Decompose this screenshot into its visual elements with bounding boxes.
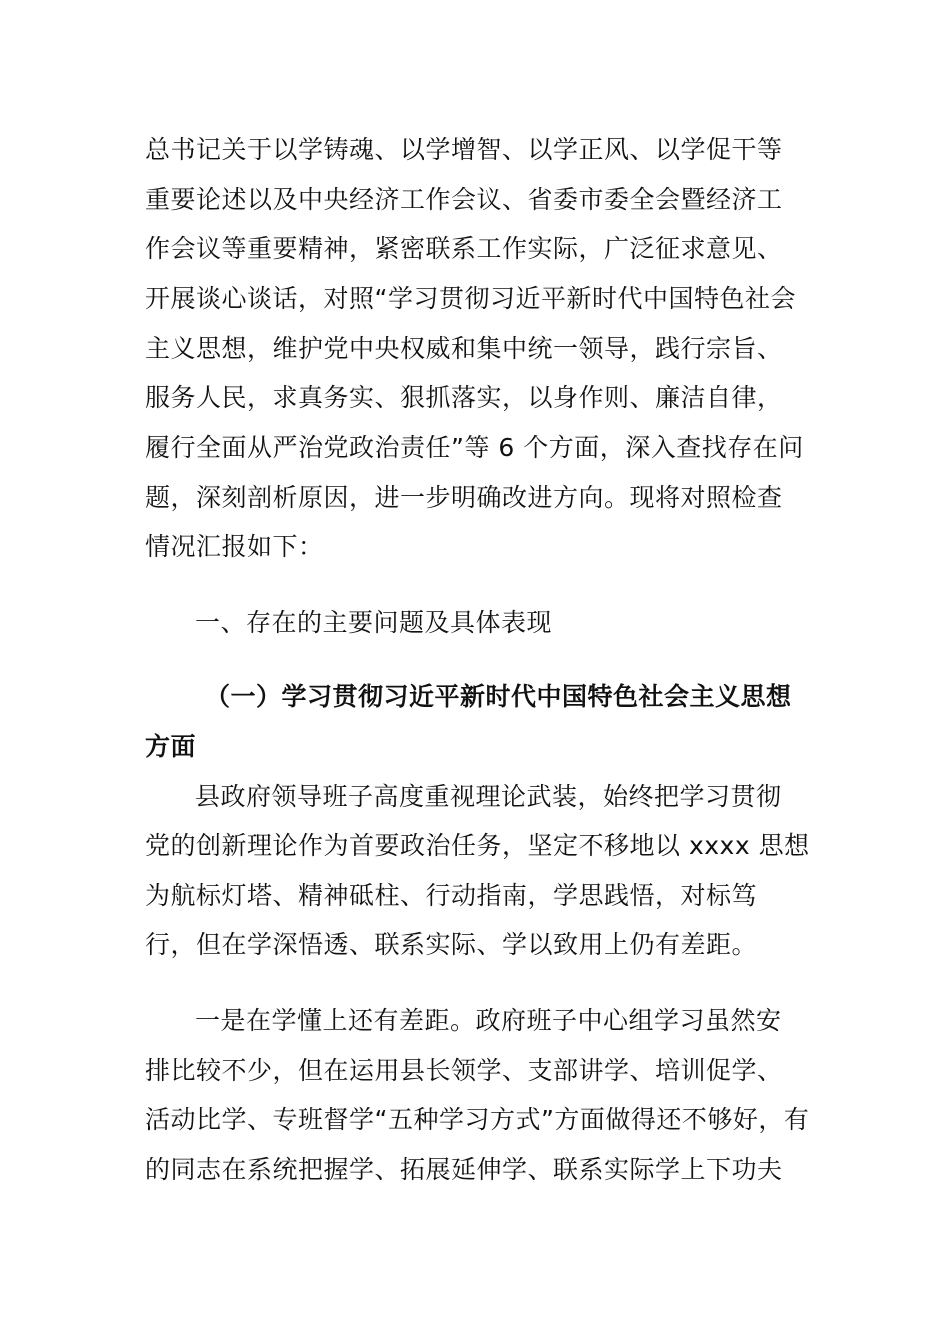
paragraph-3-line-1: 一是在学懂上还有差距。政府班子中心组学习虽然安 (195, 1006, 782, 1035)
paragraph-1-line-9: 情况汇报如下： (145, 532, 324, 561)
paragraph-3-line-2: 排比较不少，但在运用县长领学、支部讲学、培训促学、 (145, 1056, 783, 1085)
paragraph-2-line-2: 党的创新理论作为首要政治任务，坚定不移地以 xxxx 思想 (145, 831, 810, 860)
paragraph-1-line-8: 题，深刻剖析原因，进一步明确改进方向。现将对照检查 (145, 483, 783, 512)
paragraph-2-line-3: 为航标灯塔、精神砥柱、行动指南，学思践悟，对标笃 (145, 881, 758, 910)
subheading-line-2: 方面 (145, 732, 197, 761)
paragraph-3-line-3: 活动比学、专班督学“五种学习方式”方面做得还不够好，有 (145, 1105, 810, 1134)
paragraph-1-line-1: 总书记关于以学铸魂、以学增智、以学正风、以学促干等 (145, 135, 783, 164)
paragraph-1-line-3: 作会议等重要精神，紧密联系工作实际，广泛征求意见、 (145, 234, 783, 263)
subheading-line-1: （一）学习贯彻习近平新时代中国特色社会主义思想 (205, 682, 792, 711)
paragraph-3-line-4: 的同志在系统把握学、拓展延伸学、联系实际学上下功夫 (145, 1155, 783, 1184)
paragraph-1-line-7: 履行全面从严治党政治责任”等 6 个方面，深入查找存在问 (145, 433, 804, 462)
paragraph-2-line-4: 行，但在学深悟透、联系实际、学以致用上仍有差距。 (145, 930, 758, 959)
paragraph-1-line-5: 主义思想，维护党中央权威和集中统一领导，践行宗旨、 (145, 334, 783, 363)
section-heading: 一、存在的主要问题及具体表现 (195, 608, 553, 637)
paragraph-1-line-2: 重要论述以及中央经济工作会议、省委市委全会暨经济工 (145, 185, 783, 214)
paragraph-1-line-4: 开展谈心谈话，对照“学习贯彻习近平新时代中国特色社会 (145, 284, 796, 313)
paragraph-1-line-6: 服务人民，求真务实、狠抓落实，以身作则、廉洁自律， (145, 383, 783, 412)
paragraph-2-line-1: 县政府领导班子高度重视理论武装，始终把学习贯彻 (195, 782, 782, 811)
